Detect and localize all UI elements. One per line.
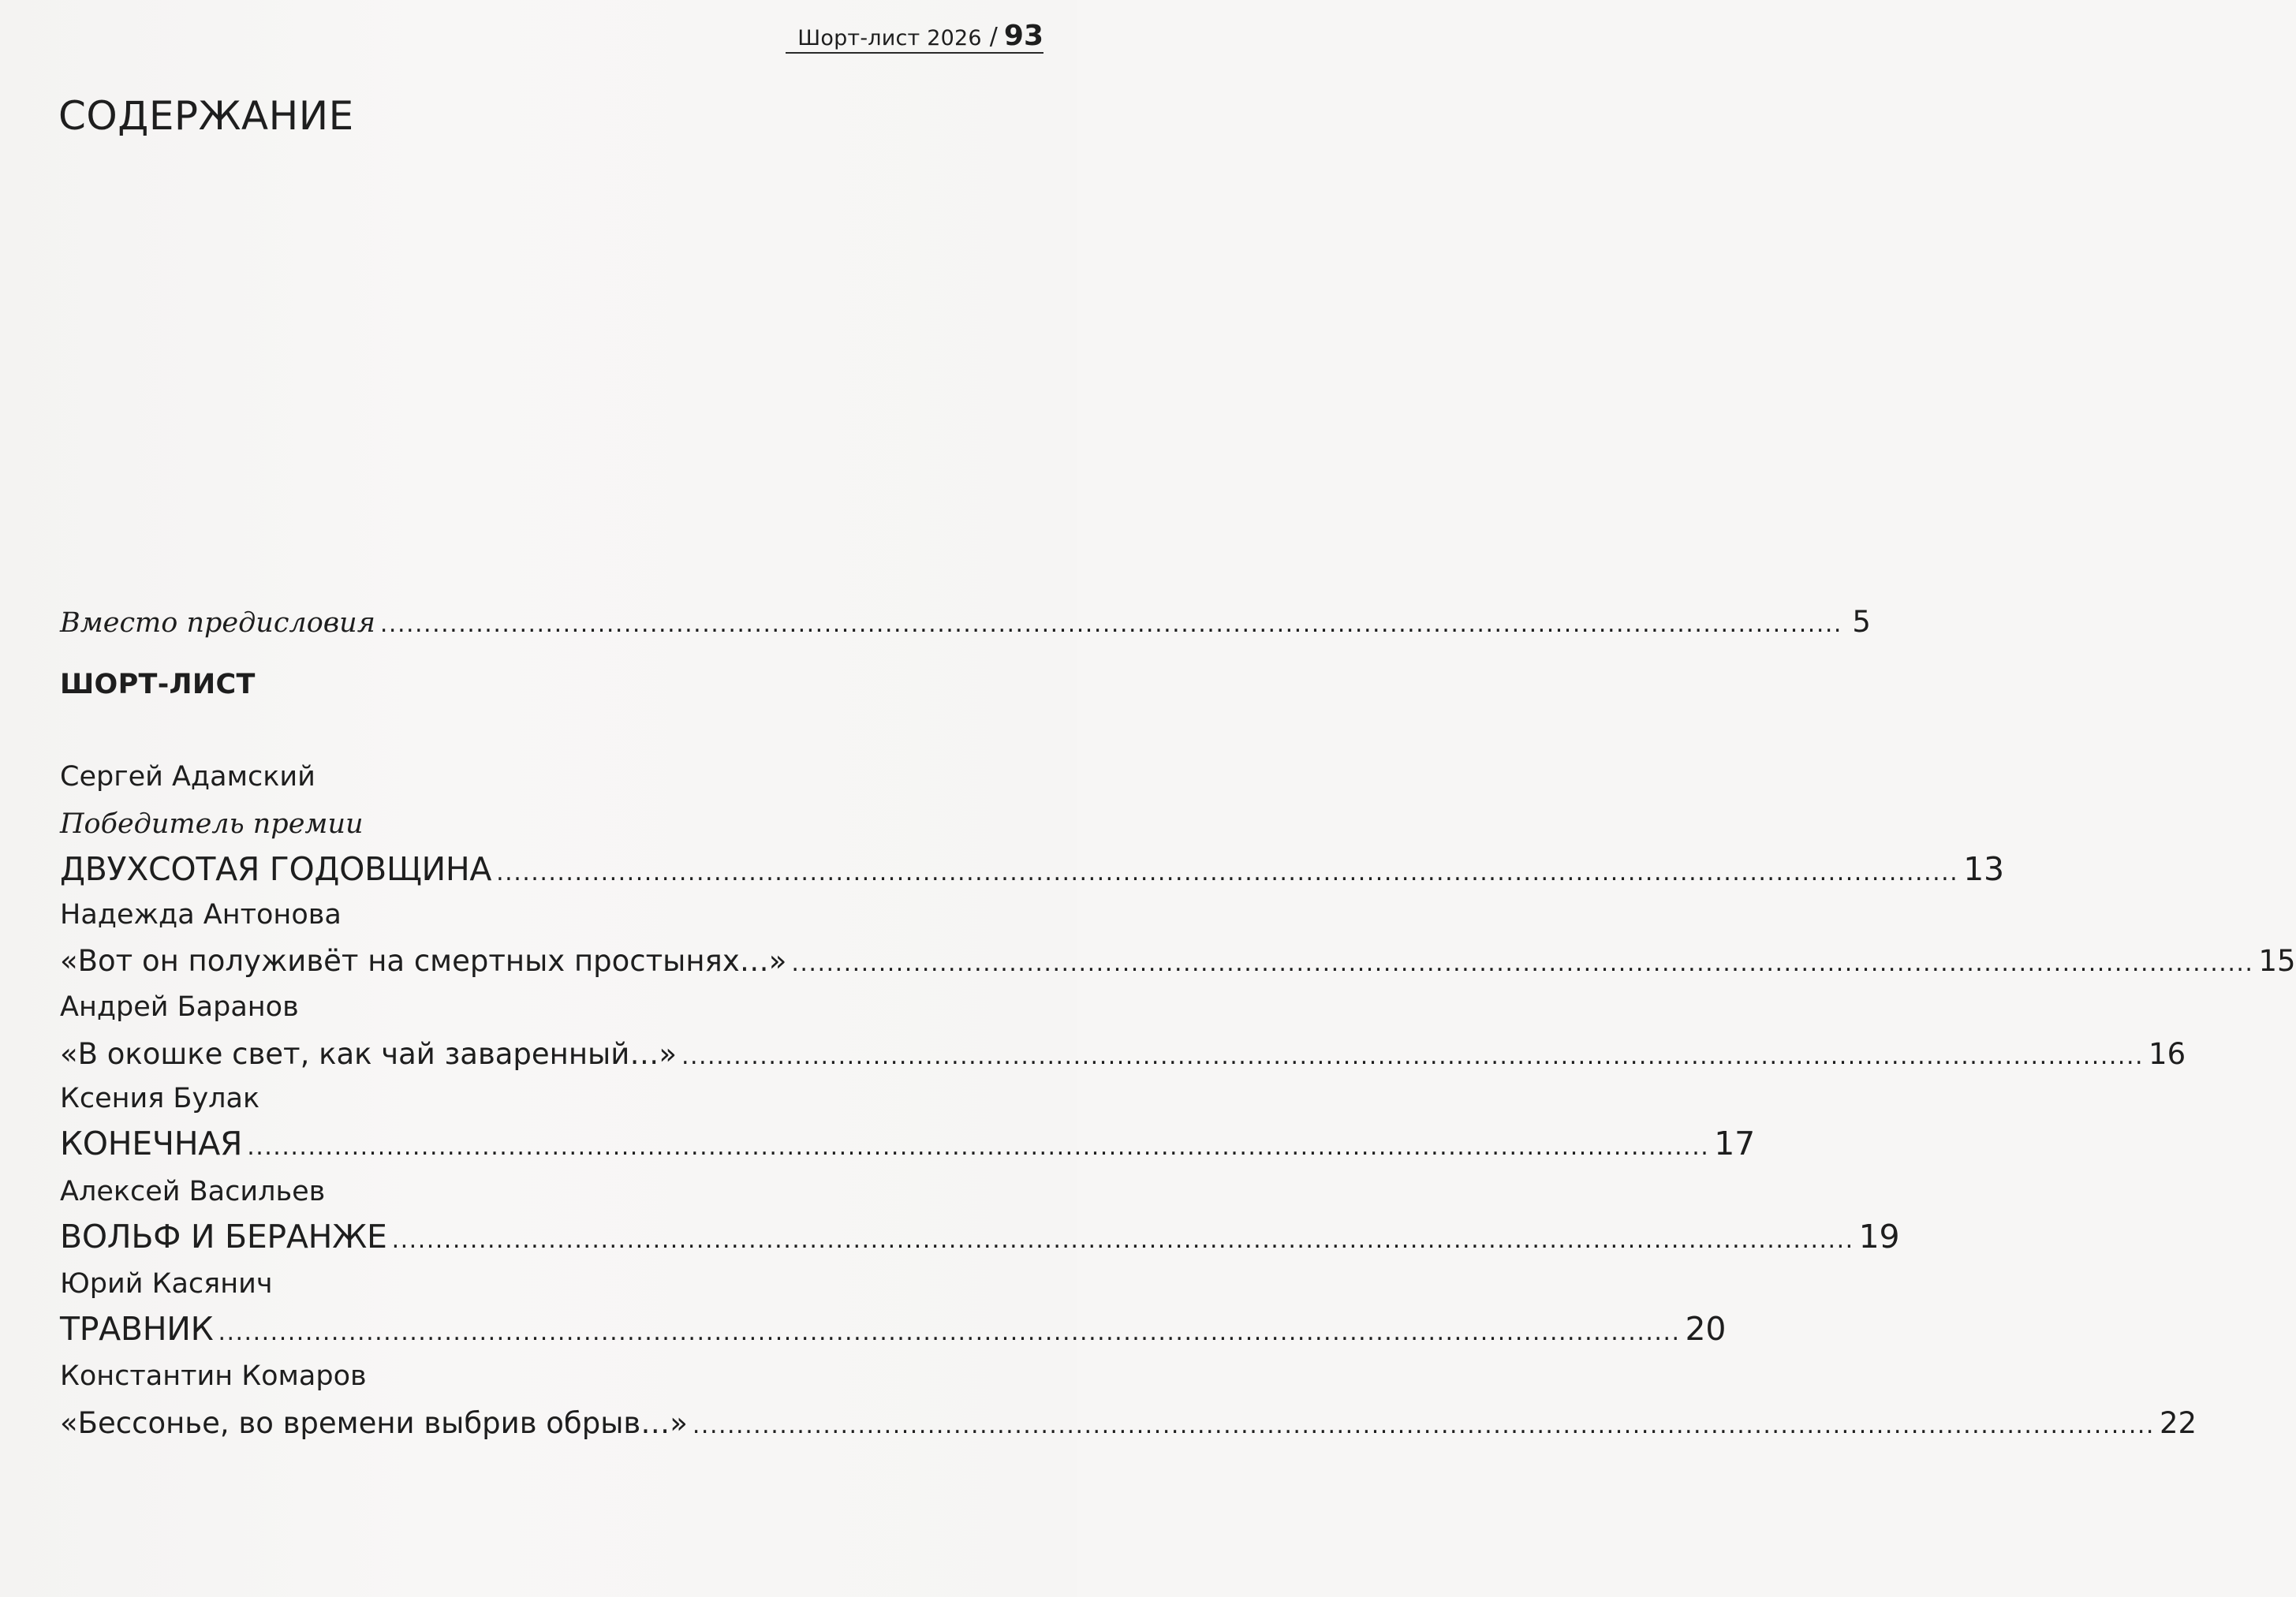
entry-note: Победитель премии (60, 808, 364, 840)
entry-author: Константин Комаров (60, 1360, 367, 1392)
toc-entry[interactable] (60, 1310, 1727, 1348)
entry-title: «Вот он полуживёт на смертных простынях…» (60, 944, 787, 978)
entry-page: 16 (2149, 1037, 2186, 1071)
entry-title: ДВУХСОТАЯ ГОДОВЩИНА (60, 850, 492, 888)
dot-leader: ........................................................................................................................................................................ (391, 1226, 1854, 1254)
entry-author: Надежда Антонова (60, 899, 342, 931)
dot-leader: ........................................................................................................................................................................ (791, 950, 2254, 977)
entry-author: Ксения Булак (60, 1083, 260, 1114)
header-separator: / (989, 23, 998, 50)
section-heading: ШОРТ-ЛИСТ (60, 669, 256, 700)
entry-page: 22 (2159, 1406, 2197, 1440)
page-number: 93 (1003, 20, 1043, 52)
entry-page: 17 (1714, 1125, 1755, 1162)
toc-entry[interactable] (60, 1125, 1755, 1162)
toc-heading: СОДЕРЖАНИЕ (58, 93, 354, 139)
toc-entry[interactable] (60, 1406, 2197, 1440)
toc-entry[interactable] (60, 1218, 1900, 1256)
series-title: Шорт-лист 2026 (797, 26, 982, 50)
entry-author: Андрей Баранов (60, 991, 299, 1023)
entry-author: Алексей Васильев (60, 1176, 326, 1207)
dot-leader: ........................................................................................................................................................................ (379, 610, 1842, 638)
dot-leader: ........................................................................................................................................................................ (692, 1412, 2155, 1439)
entry-title: КОНЕЧНАЯ (60, 1125, 243, 1162)
entry-title: «В окошке свет, как чай заваренный…» (60, 1037, 677, 1071)
entry-title: «Бессонье, во времени выбрив обрыв…» (60, 1406, 688, 1440)
entry-page: 13 (1963, 850, 2004, 888)
entry-author: Сергей Адамский (60, 761, 315, 793)
toc-entry[interactable] (60, 850, 2004, 888)
dot-leader: ........................................................................................................................................................................ (681, 1043, 2145, 1070)
entry-title: ВОЛЬФ И БЕРАНЖЕ (60, 1218, 387, 1256)
entry-author: Юрий Касянич (60, 1268, 273, 1300)
entry-title: Вместо предисловия (60, 607, 375, 639)
entry-page: 15 (2258, 944, 2296, 978)
toc-entry-foreword[interactable] (60, 605, 1871, 639)
entry-page: 19 (1858, 1218, 1900, 1256)
toc-entry[interactable] (60, 944, 2296, 978)
entry-title: ТРАВНИК (60, 1310, 214, 1348)
entry-page: 20 (1685, 1310, 1727, 1348)
entry-page: 5 (1852, 605, 1871, 639)
dot-leader: ........................................................................................................................................................................ (247, 1133, 1710, 1161)
running-header (786, 14, 1043, 54)
dot-leader: ........................................................................................................................................................................ (218, 1319, 1681, 1346)
toc-entry[interactable] (60, 1037, 2186, 1071)
dot-leader: ........................................................................................................................................................................ (496, 859, 1959, 886)
